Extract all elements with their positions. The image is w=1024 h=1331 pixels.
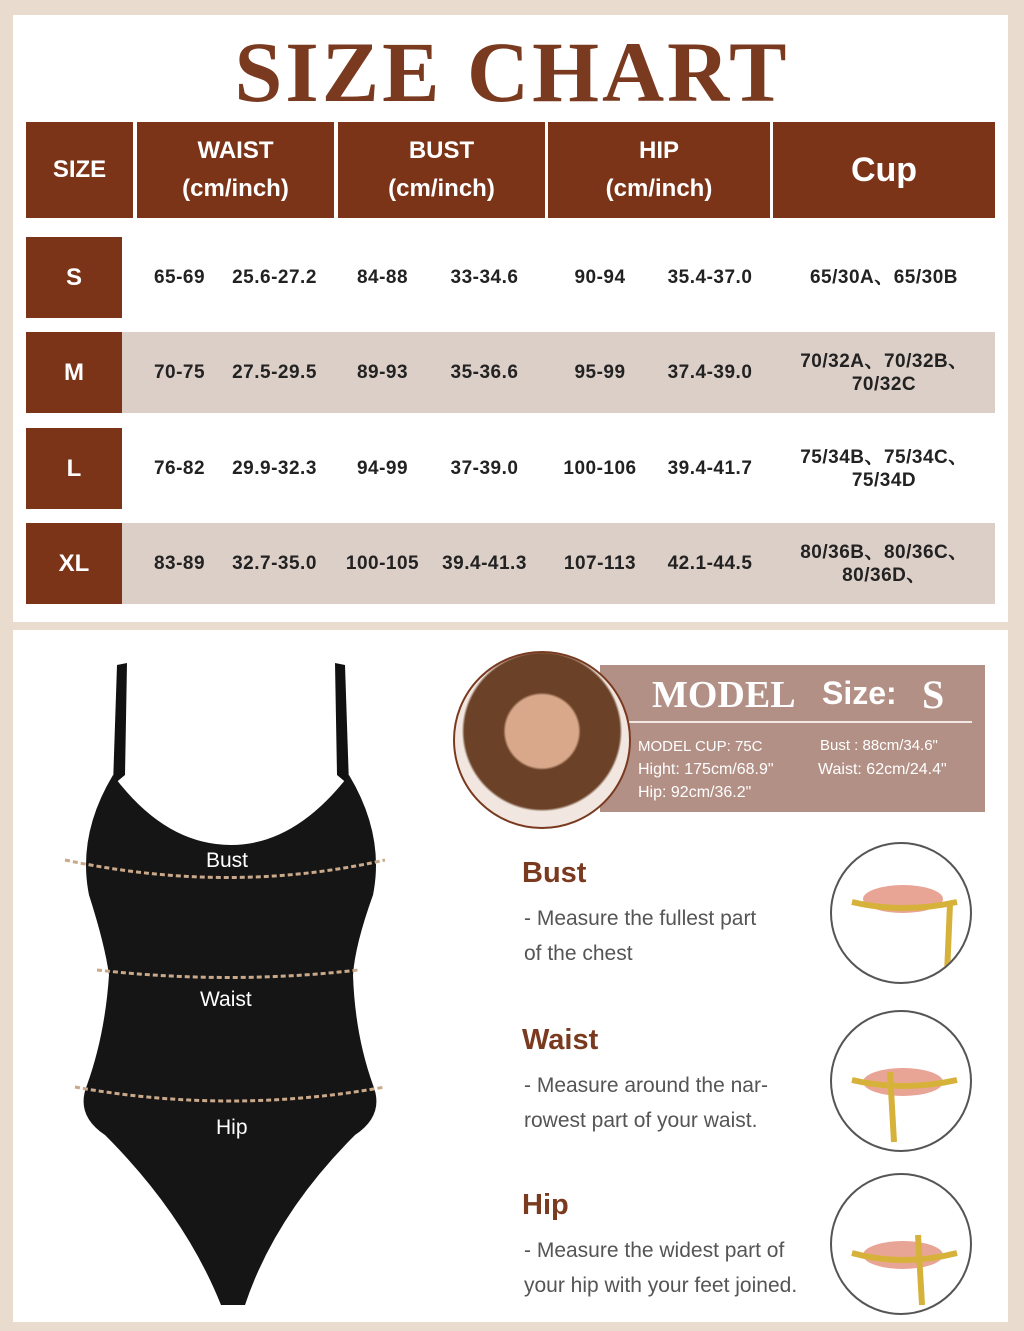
- cell-cup: [773, 428, 995, 509]
- header-cup: [773, 122, 995, 218]
- cell-bust-cm: 89-93: [356, 362, 409, 383]
- bust-label: Bust: [206, 849, 249, 872]
- cell-hip-cm: 100-106: [563, 458, 637, 479]
- bust-measure-illustration: [830, 842, 972, 984]
- model-size: S: [922, 672, 945, 717]
- cell-bust-in: 33-34.6: [450, 267, 519, 288]
- divider: [622, 721, 972, 723]
- cell-bust-cm: 100-105: [345, 553, 420, 574]
- header-label: Cup: [850, 151, 918, 189]
- model-info-box: [600, 665, 985, 812]
- hip-measure-illustration: [830, 1173, 972, 1315]
- section-title: Bust: [522, 857, 587, 889]
- size-label: L: [26, 428, 122, 509]
- cell-hip-in: 42.1-44.5: [667, 553, 753, 574]
- section-line: - Measure the widest part of: [524, 1239, 785, 1262]
- cell-hip-in: 35.4-37.0: [667, 267, 753, 288]
- section-line: - Measure the fullest part: [524, 907, 757, 930]
- section-title: Hip: [522, 1189, 569, 1221]
- header-hip: [548, 122, 770, 218]
- cell-bust-in: 39.4-41.3: [442, 553, 527, 574]
- cell-bust-in: 35-36.6: [450, 362, 519, 383]
- cell-waist-in: 25.6-27.2: [232, 267, 317, 288]
- cell-cup: [773, 237, 995, 318]
- cell-waist-cm: 65-69: [153, 267, 206, 288]
- section-text: [524, 901, 756, 971]
- model-bust: Bust : 88cm/34.6": [820, 737, 938, 754]
- cell-waist-in: 32.7-35.0: [232, 553, 317, 574]
- model-hip: Hip: 92cm/36.2": [638, 784, 752, 801]
- cell-bust-in: 37-39.0: [450, 458, 519, 479]
- section-line: - Measure around the nar-: [524, 1074, 768, 1097]
- model-height: Hight: 175cm/68.9": [638, 761, 774, 778]
- size-label: S: [26, 237, 122, 318]
- cell-hip-cm: 95-99: [574, 362, 626, 383]
- cup-line: 75/34B、75/34C、: [800, 446, 968, 468]
- cup-line: 70/32A、70/32B、: [800, 350, 968, 372]
- cell-hip-in: 37.4-39.0: [667, 362, 753, 383]
- section-line: your hip with your feet joined.: [524, 1274, 798, 1297]
- header-label: BUST: [408, 137, 475, 164]
- cell-waist-cm: 70-75: [153, 362, 206, 383]
- cell-waist-in: 27.5-29.5: [232, 362, 317, 383]
- cell-waist-cm: 83-89: [153, 553, 206, 574]
- model-size-label: Size:: [822, 675, 897, 711]
- header-waist: [137, 122, 334, 218]
- cell-cup: [773, 523, 995, 604]
- header-unit: (cm/inch): [182, 175, 289, 202]
- cell-hip-cm: 107-113: [563, 553, 637, 574]
- section-line: of the chest: [524, 942, 633, 965]
- bodysuit-image: [55, 655, 405, 1315]
- header-label: HIP: [638, 137, 679, 164]
- header-label: WAIST: [197, 137, 274, 164]
- section-text: [524, 1233, 797, 1303]
- model-title: MODEL: [652, 674, 796, 716]
- cup-line: 75/34D: [851, 469, 917, 491]
- section-title: Waist: [522, 1024, 599, 1056]
- page-title: SIZE CHART: [234, 24, 790, 120]
- cell-hip-cm: 90-94: [574, 267, 626, 288]
- cell-bust-cm: 84-88: [356, 267, 409, 288]
- cell-bust-cm: 94-99: [356, 458, 409, 479]
- size-label: M: [26, 332, 122, 413]
- waist-label: Waist: [200, 988, 252, 1011]
- header-unit: (cm/inch): [605, 175, 713, 202]
- model-photo: [453, 651, 631, 829]
- header-label: SIZE: [52, 156, 107, 183]
- cell-waist-cm: 76-82: [153, 458, 206, 479]
- cup-line: 70/32C: [851, 373, 917, 395]
- size-label: XL: [26, 523, 122, 604]
- section-line: rowest part of your waist.: [524, 1109, 758, 1132]
- section-text: [524, 1068, 768, 1138]
- cup-line: 80/36B、80/36C、: [800, 541, 968, 563]
- model-cup: MODEL CUP: 75C: [638, 738, 763, 755]
- cell-cup: [773, 332, 995, 413]
- hip-label: Hip: [216, 1116, 248, 1139]
- cup-line: 65/30A、65/30B: [809, 267, 959, 288]
- header-bust: [338, 122, 545, 218]
- waist-measure-illustration: [830, 1010, 972, 1152]
- cell-hip-in: 39.4-41.7: [667, 458, 753, 479]
- model-waist: Waist: 62cm/24.4": [818, 761, 947, 778]
- cell-waist-in: 29.9-32.3: [232, 458, 317, 479]
- header-unit: (cm/inch): [388, 175, 495, 202]
- header-size: [26, 122, 133, 218]
- cup-line: 80/36D、: [842, 564, 926, 586]
